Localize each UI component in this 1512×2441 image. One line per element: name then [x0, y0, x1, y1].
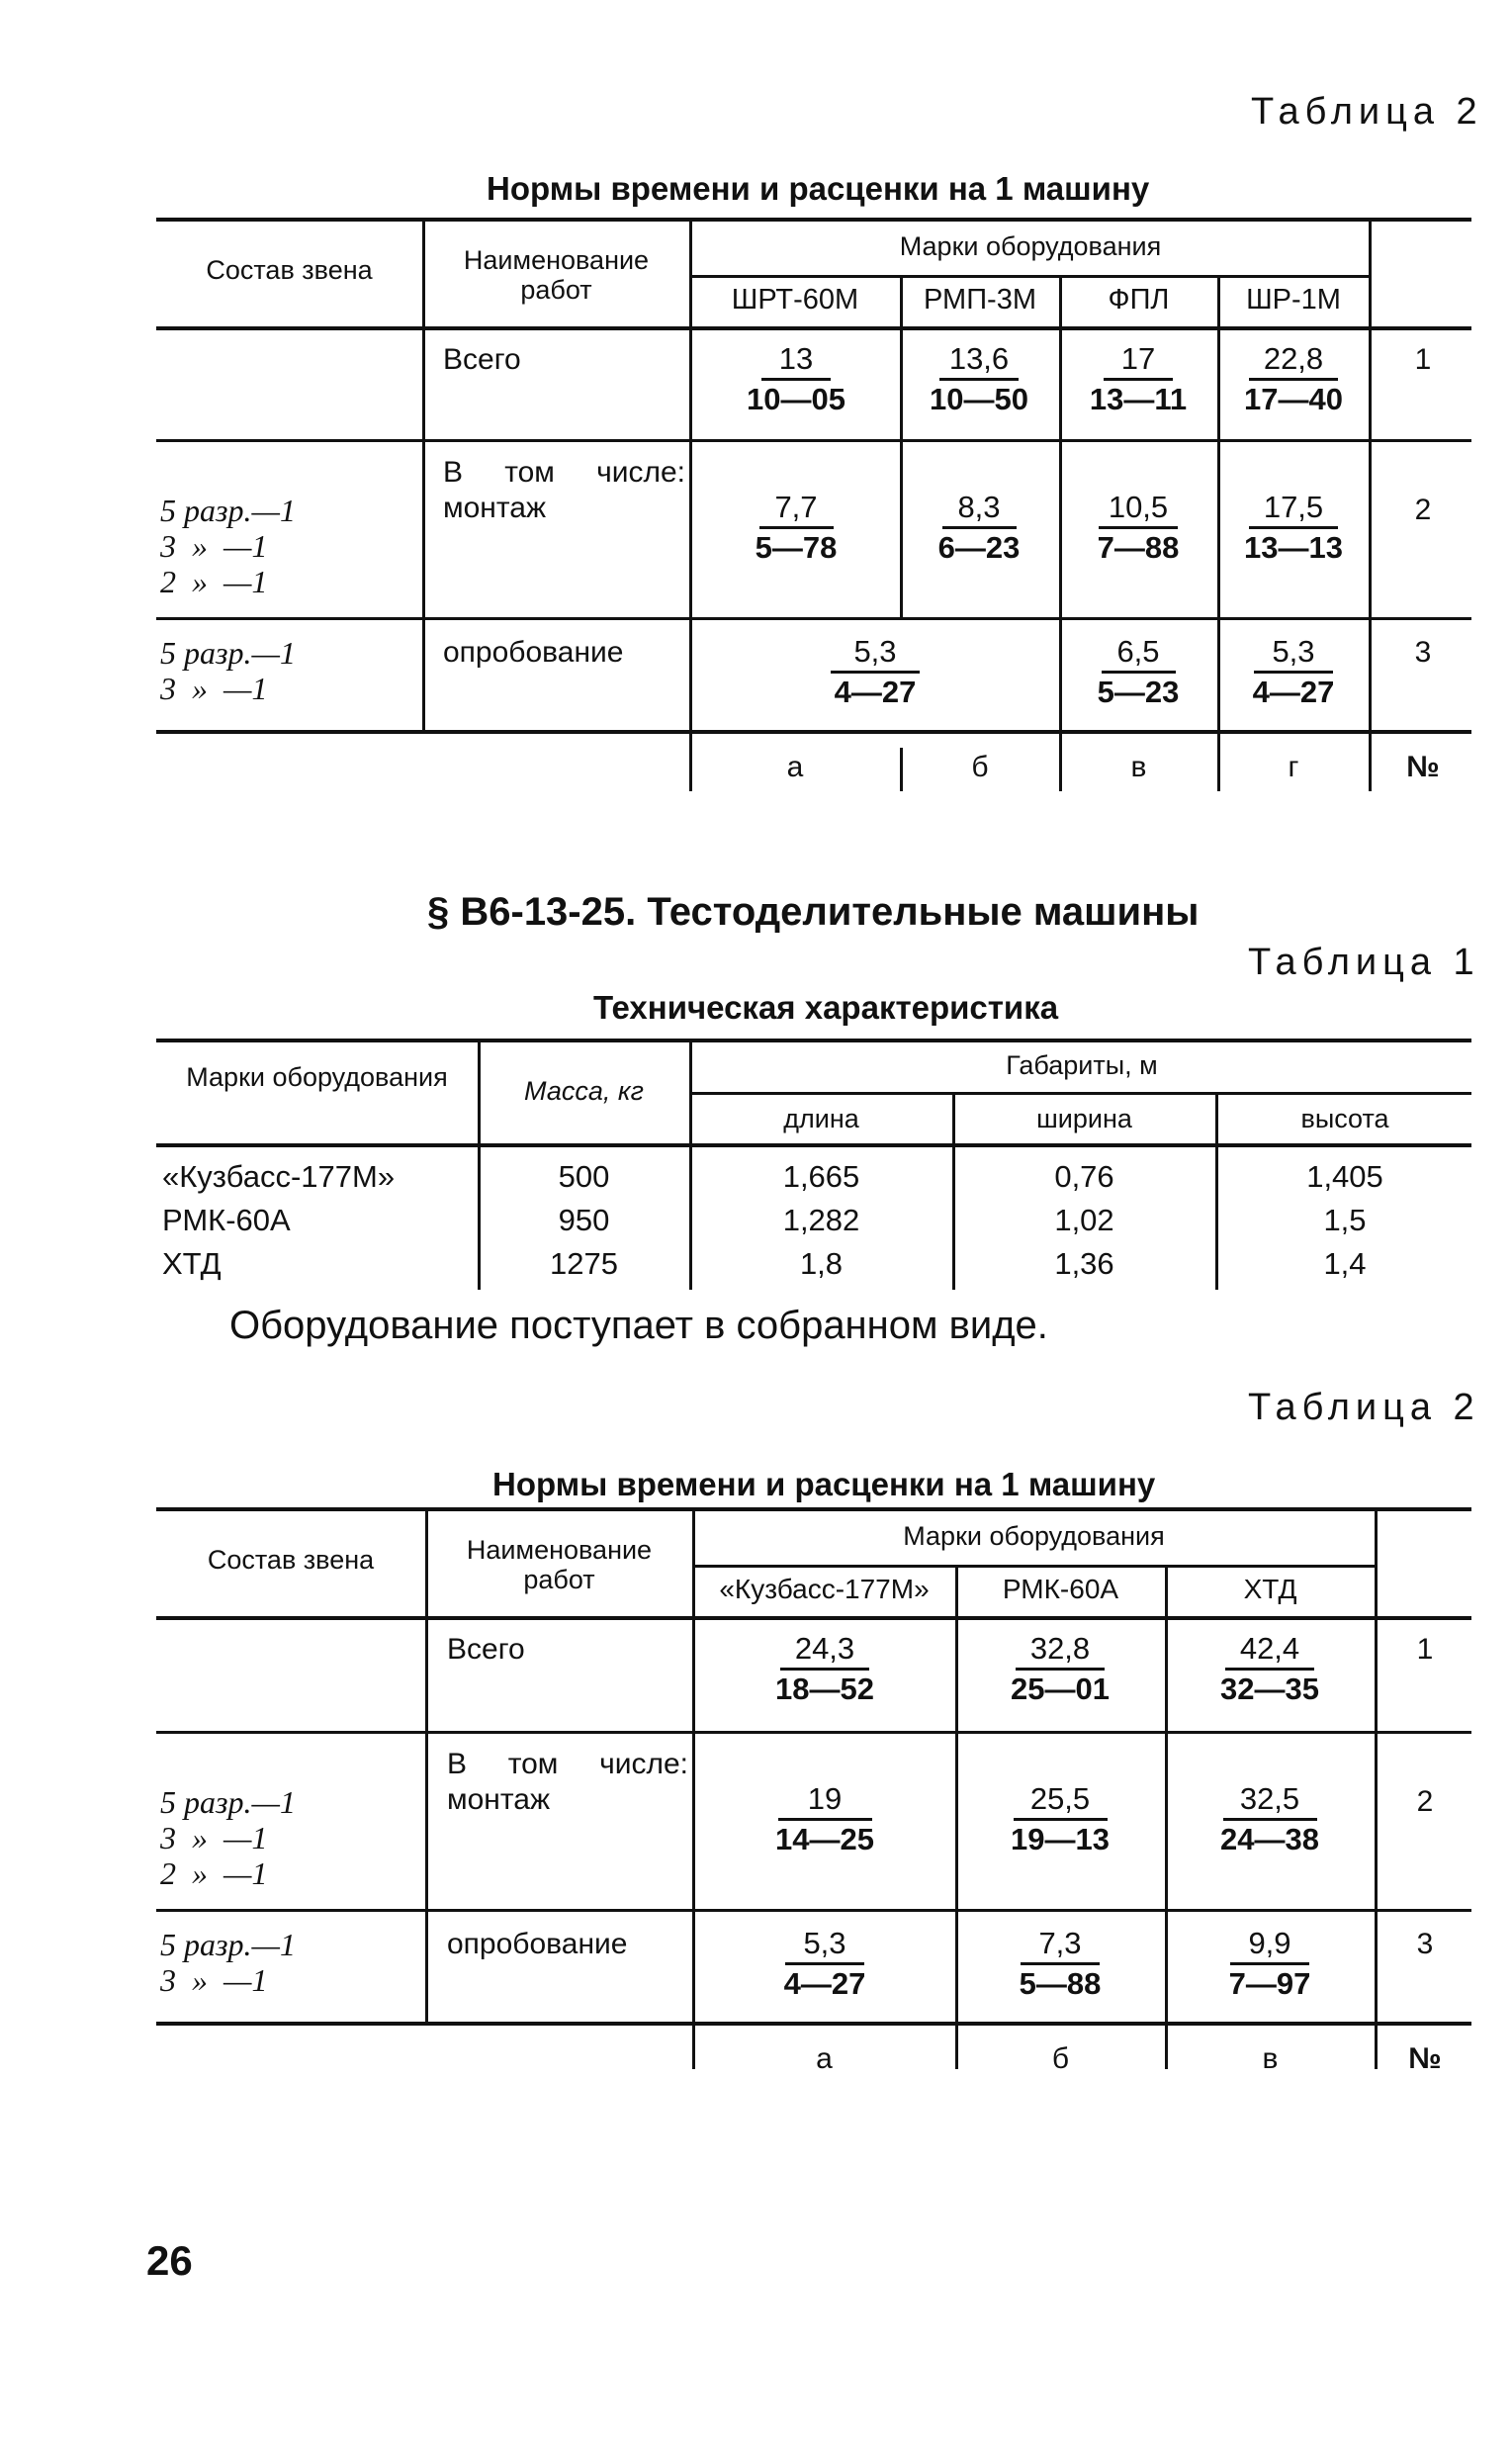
header-height: высота [1300, 1104, 1389, 1133]
crew-composition: 3 » —1 [160, 1962, 268, 1998]
work-name: Всего [447, 1633, 525, 1666]
brand-header: ШРТ-60М [731, 284, 859, 316]
number-sign: № [1406, 751, 1440, 783]
number-sign: № [1408, 2042, 1442, 2075]
rate-cell: 6,5 5—23 [1097, 634, 1180, 709]
column-letter: б [971, 751, 989, 783]
work-name: опробование [443, 636, 624, 669]
tech-table-caption: Техническая характеристика [593, 989, 1059, 1026]
crew-composition: 2 » —1 [160, 1855, 268, 1891]
rate-cell: 5,3 4—27 [811, 633, 939, 711]
rate-cell: 32,5 24—38 [1220, 1781, 1319, 1856]
width-value: 1,36 [1054, 1246, 1114, 1281]
rate-cell: 13,6 10—50 [930, 341, 1028, 416]
brand-header: ХТД [1243, 1574, 1297, 1604]
row-number: 3 [1416, 1928, 1434, 1960]
row-number: 1 [1414, 343, 1432, 376]
length-value: 1,282 [782, 1203, 860, 1237]
row-number: 3 [1414, 636, 1432, 669]
height-value: 1,5 [1323, 1203, 1367, 1237]
rate-cell: 5,3 4—27 [783, 1926, 866, 2001]
mass-value: 500 [558, 1159, 610, 1194]
header-dimensions: Габариты, м [1006, 1050, 1158, 1080]
work-name: монтаж [443, 492, 547, 524]
length-value: 1,8 [799, 1246, 844, 1281]
header-width: ширина [1036, 1104, 1132, 1133]
equipment-brand: «Кузбасс-177М» [162, 1159, 396, 1194]
column-letter: а [816, 2042, 833, 2075]
rate-cell: 9,9 7—97 [1228, 1926, 1311, 2001]
header-composition: Состав звена [207, 1545, 375, 1575]
rate-cell: 19 14—25 [775, 1781, 874, 1856]
width-value: 1,02 [1054, 1203, 1114, 1237]
work-name: Всего [443, 343, 521, 376]
section-title: § В6-13-25. Тестоделительные машины [427, 890, 1200, 934]
brand-header: ШР-1М [1246, 284, 1341, 316]
header-length: длина [783, 1104, 859, 1133]
column-letter: в [1130, 751, 1147, 783]
equipment-brand: ХТД [162, 1246, 222, 1281]
top-table-label: Таблица 2 [1251, 91, 1483, 133]
header-work-name: Наименование работ [463, 245, 650, 305]
header-work-name: Наименование работ [466, 1535, 653, 1594]
assembly-note: Оборудование поступает в собранном виде. [229, 1304, 1048, 1347]
header-brands: Марки оборудования [899, 231, 1162, 261]
brand-header: «Кузбасс-177М» [719, 1574, 930, 1604]
page-number: 26 [146, 2237, 193, 2284]
crew-composition: 3 » —1 [160, 1820, 268, 1855]
tech-table-label: Таблица 1 [1248, 942, 1480, 983]
crew-composition: 5 разр.—1 [160, 1927, 296, 1962]
rate-cell: 13 10—05 [747, 341, 845, 416]
crew-composition: 5 разр.—1 [160, 493, 296, 528]
rate-cell: 8,3 6—23 [937, 490, 1021, 565]
height-value: 1,4 [1323, 1246, 1367, 1281]
mass-value: 950 [558, 1203, 610, 1237]
brand-header: РМП-3М [924, 284, 1036, 316]
bottom-table-label: Таблица 2 [1248, 1387, 1480, 1428]
brand-header: ФПЛ [1108, 284, 1170, 316]
row-number: 2 [1414, 494, 1432, 526]
brand-header: РМК-60А [1002, 1574, 1119, 1604]
row-number: 2 [1416, 1785, 1434, 1818]
column-letter: г [1288, 751, 1299, 783]
row-number: 1 [1416, 1633, 1434, 1666]
rate-cell: 7,7 5—78 [755, 490, 838, 565]
rate-cell: 10,5 7—88 [1097, 490, 1180, 565]
rate-cell: 24,3 18—52 [775, 1631, 874, 1706]
work-name: монтаж [447, 1783, 551, 1816]
column-letter: б [1051, 2042, 1070, 2075]
length-value: 1,665 [782, 1159, 860, 1194]
crew-composition: 2 » —1 [160, 564, 268, 599]
column-letter: в [1262, 2042, 1279, 2075]
rate-cell: 32,8 25—01 [1011, 1631, 1110, 1706]
header-brands: Марки оборудования [903, 1521, 1165, 1551]
mass-value: 1275 [550, 1246, 618, 1281]
rate-cell: 7,3 5—88 [1019, 1926, 1102, 2001]
bottom-table-caption: Нормы времени и расценки на 1 машину [492, 1466, 1156, 1502]
crew-composition: 3 » —1 [160, 671, 268, 706]
header-composition: Состав звена [206, 255, 373, 285]
rate-cell: 17 13—11 [1089, 341, 1188, 416]
equipment-brand: РМК-60А [162, 1203, 291, 1237]
work-name: опробование [447, 1928, 628, 1960]
rate-cell: 17,5 13—13 [1244, 490, 1343, 565]
header-brands: Марки оборудования [186, 1062, 448, 1092]
top-table-caption: Нормы времени и расценки на 1 машину [487, 170, 1150, 207]
work-name: В том числе: [447, 1748, 688, 1780]
rate-cell: 22,8 17—40 [1244, 341, 1343, 416]
crew-composition: 5 разр.—1 [160, 1784, 296, 1820]
rate-cell: 5,3 4—27 [1252, 634, 1335, 709]
height-value: 1,405 [1306, 1159, 1383, 1194]
rate-cell: 42,4 32—35 [1220, 1631, 1319, 1706]
rate-cell: 25,5 19—13 [1011, 1781, 1110, 1856]
work-name: В том числе: [443, 456, 685, 489]
crew-composition: 5 разр.—1 [160, 635, 296, 671]
crew-composition: 3 » —1 [160, 528, 268, 564]
header-mass: Масса, кг [524, 1076, 644, 1106]
column-letter: а [786, 751, 804, 783]
width-value: 0,76 [1054, 1159, 1114, 1194]
